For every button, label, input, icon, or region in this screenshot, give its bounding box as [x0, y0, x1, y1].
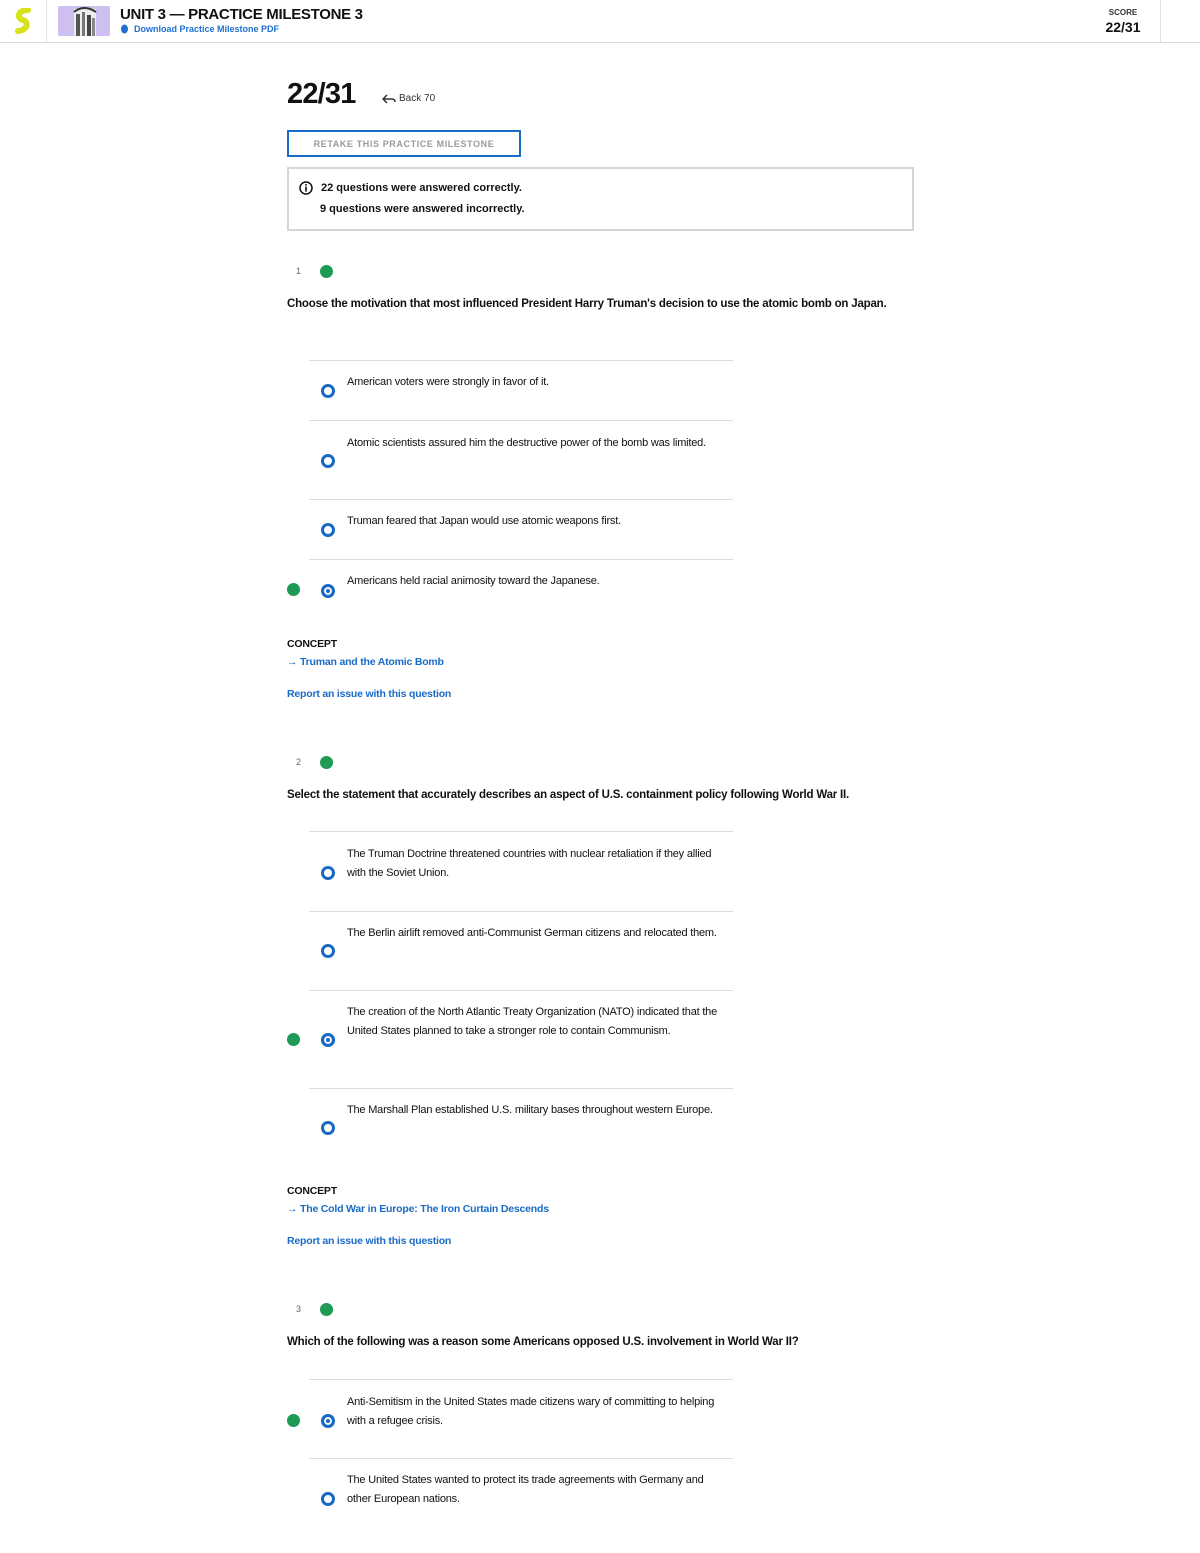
divider [309, 1458, 733, 1459]
retake-button[interactable]: RETAKE THIS PRACTICE MILESTONE [287, 130, 521, 157]
answer-radio-selected[interactable] [321, 1033, 335, 1047]
results-summary [287, 167, 914, 231]
divider [309, 499, 733, 500]
divider [309, 360, 733, 361]
answer-radio-selected[interactable] [321, 1414, 335, 1428]
correct-summary: 22 questions were answered correctly. [321, 182, 522, 194]
divider [309, 911, 733, 912]
concept-link[interactable]: → Truman and the Atomic Bomb [287, 656, 444, 668]
report-issue-link[interactable]: Report an issue with this question [287, 688, 452, 700]
answer-radio[interactable] [321, 1492, 335, 1506]
correct-status-icon [320, 1303, 333, 1316]
answer-text: The United States wanted to protect its trade agreements with Germany and other European nations. [347, 1474, 704, 1505]
concept-label: CONCEPT [287, 638, 337, 650]
sophia-logo-icon[interactable] [12, 8, 36, 34]
info-icon [299, 181, 313, 195]
concept-link[interactable]: → The Cold War in Europe: The Iron Curtain Descends [287, 1203, 549, 1215]
answer-text: Atomic scientists assured him the destructive power of the bomb was limited. [347, 437, 706, 449]
answer-text: The Truman Doctrine threatened countries with nuclear retaliation if they allied with the Soviet Union. [347, 848, 712, 879]
answer-text: The Berlin airlift removed anti-Communist German citizens and relocated them. [347, 927, 717, 939]
answer-radio[interactable] [321, 944, 335, 958]
divider [309, 559, 733, 560]
answer-text: The Marshall Plan established U.S. military bases throughout western Europe. [347, 1104, 713, 1116]
answer-radio[interactable] [321, 523, 335, 537]
page-score: 22/31 [287, 78, 356, 110]
answer-text: Anti-Semitism in the United States made citizens wary of committing to helping with a refugee crisis. [347, 1396, 715, 1427]
answer-radio[interactable] [321, 454, 335, 468]
score-label: SCORE [1108, 8, 1138, 17]
divider [309, 1088, 733, 1089]
thumbnail-image-icon [58, 6, 110, 36]
unit-thumbnail [58, 6, 110, 36]
divider [309, 1379, 733, 1380]
back-link[interactable] [382, 93, 435, 104]
answer-radio[interactable] [321, 866, 335, 880]
back-link-label: Back 70 [399, 93, 436, 104]
incorrect-summary: 9 questions were answered incorrectly. [320, 203, 525, 215]
correct-answer-icon [287, 583, 300, 596]
concept-label: CONCEPT [287, 1185, 337, 1197]
question-text: Choose the motivation that most influenced President Harry Truman's decision to use the atomic bomb on Japan. [287, 298, 887, 310]
answer-text: American voters were strongly in favor of it. [347, 376, 549, 388]
top-bar [0, 0, 1200, 43]
correct-answer-icon [287, 1033, 300, 1046]
answer-radio-selected[interactable] [321, 584, 335, 598]
question-number: 2 [296, 757, 302, 767]
divider [309, 990, 733, 991]
answer-text: The creation of the North Atlantic Treaty Organization (NATO) indicated that the United States planned to take a stronger role to contain Communism. [347, 1006, 718, 1037]
download-pdf-link[interactable] [120, 24, 279, 34]
answer-radio[interactable] [321, 384, 335, 398]
divider [309, 831, 733, 832]
question-number: 1 [296, 266, 302, 276]
correct-answer-icon [287, 1414, 300, 1427]
report-issue-link[interactable]: Report an issue with this question [287, 1235, 452, 1247]
score-value: 22/31 [1105, 19, 1141, 35]
divider [46, 0, 47, 42]
unit-title: UNIT 3 — PRACTICE MILESTONE 3 [120, 6, 363, 23]
answer-radio[interactable] [321, 1121, 335, 1135]
question-text: Which of the following was a reason some Americans opposed U.S. involvement in World War II? [287, 1336, 799, 1348]
question-number: 3 [296, 1304, 302, 1314]
correct-status-icon [320, 265, 333, 278]
divider [1160, 0, 1161, 42]
back-arrow-icon [382, 94, 396, 104]
paperclip-icon [120, 24, 129, 34]
question-text: Select the statement that accurately describes an aspect of U.S. containment policy following World War II. [287, 789, 850, 801]
answer-text: Truman feared that Japan would use atomic weapons first. [347, 515, 621, 527]
correct-status-icon [320, 756, 333, 769]
download-pdf-label: Download Practice Milestone PDF [134, 24, 280, 34]
divider [309, 420, 733, 421]
answer-text: Americans held racial animosity toward the Japanese. [347, 575, 600, 587]
